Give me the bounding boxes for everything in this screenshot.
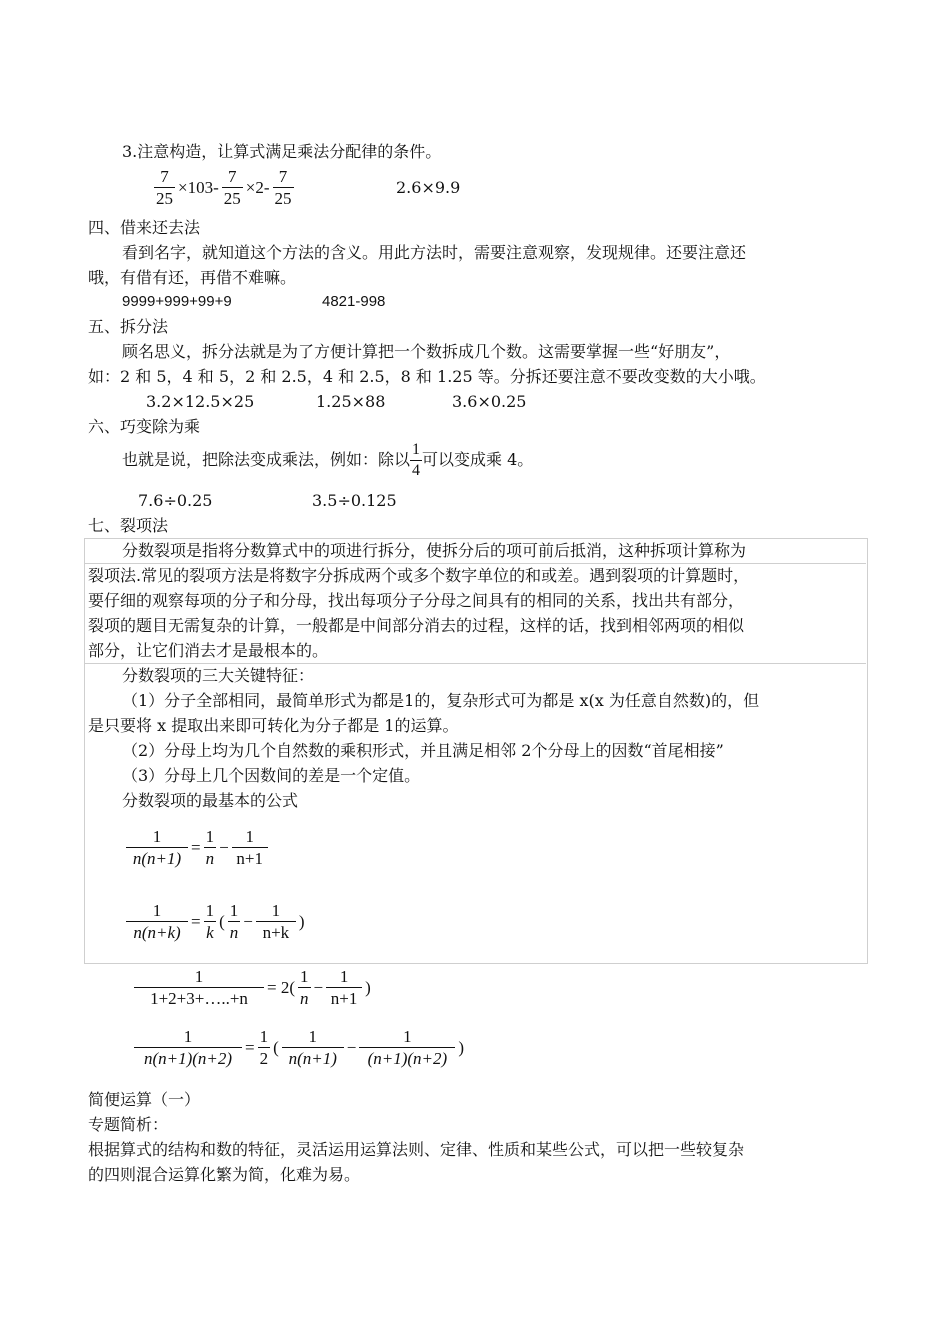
exercise: 2.6×9.9 [396,178,461,197]
formula-2: $\frac{1}{n(n+k)}$ = $\frac{1}{k}$ ( $\frac{1}{n}$ − $\frac{1}{n+k}$ ) [126,900,308,943]
paragraph-line: （3）分母上几个因数间的差是一个定值。 [122,766,421,785]
paragraph-line: 要仔细的观察每项的分子和分母，找出每项分子分母之间具有的相同的关系，找出共有部分， [88,591,745,610]
paragraph-line: 裂项法.常见的裂项方法是将数字分拆成两个或多个数字单位的和或差。遇到裂项的计算题时， [88,566,750,585]
formula-3: $\frac{1}{1+2+3+\dots..+n}$ = 2( $\frac{1}{n}$ − $\frac{1}{n+1}$ ) [134,966,374,1009]
section3-line: 3.注意构造，让算式满足乘法分配律的条件。 [122,142,442,161]
section-heading: 四、借来还去法 [88,218,201,237]
paragraph-line: （1）分子全部相同，最简单形式为都是1的，复杂形式可为都是 x(x 为任意自然数)的，但 [122,691,760,710]
page-title: 简便运算（一） [88,1090,201,1109]
exercise: 3.6×0.25 [452,392,527,411]
paragraph-line: 是只要将 x 提取出来即可转化为分子都是 1的运算。 [88,716,459,735]
paragraph-line: 的四则混合运算化繁为简，化难为易。 [88,1165,361,1184]
paragraph-line: 看到名字，就知道这个方法的含义。用此方法时，需要注意观察，发现规律。还要注意还 [122,243,747,262]
exercise: 3.5÷0.125 [312,491,397,510]
paragraph-line: 哦，有借有还，再借不难嘛。 [88,268,297,287]
fraction: $\frac{1}{4}$ [412,441,421,479]
exercise: 1.25×88 [316,392,386,411]
formula-1: $\frac{1}{n(n+1)}$ = $\frac{1}{n}$ − $\frac{1}{n+1}$ [126,826,268,869]
paragraph-line: 裂项的题目无需复杂的计算，一般都是中间部分消去的过程，这样的话，找到相邻两项的相似 [88,616,745,635]
paragraph-line: （2）分母上均为几个自然数的乘积形式，并且满足相邻 2个分母上的因数“首尾相接” [122,741,724,760]
paragraph-line: 分数裂项是指将分数算式中的项进行拆分，使拆分后的项可前后抵消，这种拆项计算称为 [122,541,747,560]
fraction: $\frac{7}{25}$ [223,167,241,208]
fraction: $\frac{7}{25}$ [274,167,292,208]
paragraph-line: 部分，让它们消去才是最根本的。 [88,641,329,660]
paragraph-line: 分数裂项的最基本的公式 [122,791,299,810]
section-heading: 六、巧变除为乘 [88,417,201,436]
fraction: $\frac{7}{25}$ [156,167,173,208]
exercise: 3.2×12.5×25 [146,392,255,411]
paragraph-line: 根据算式的结构和数的特征，灵活运用运算法则、定律、性质和某些公式，可以把一些较复杂 [88,1140,745,1159]
exercise: 9999+999+99+9 [122,293,232,310]
exercise: 7.6÷0.25 [138,491,213,510]
paragraph-line: 如：2 和 5，4 和 5，2 和 2.5，4 和 2.5，8 和 1.25 等。分拆还要注意不要改变数的大小哦。 [88,367,766,386]
formula-4: $\frac{1}{n(n+1)(n+2)}$ = $\frac{1}{2}$ ( $\frac{1}{n(n+1)}$ − $\frac{1}{(n+1)(n+2)}$ ) [134,1026,467,1069]
divider [84,663,866,664]
subtitle: 专题简析： [88,1115,169,1134]
section-heading: 七、裂项法 [88,516,169,535]
paragraph-line: 顾名思义，拆分法就是为了方便计算把一个数拆成几个数。这需要掌握一些“好朋友”， [122,342,731,361]
distributive-expression: $\frac{7}{25}$ ×103- $\frac{7}{25}$ ×2- $\frac{7}{25}$ [156,167,292,208]
paragraph-line: 也就是说，把除法变成乘法，例如：除以 $\frac{1}{4}$ 可以变成乘 4。 [122,441,534,479]
divider [84,563,866,564]
paragraph-line: 分数裂项的三大关键特征： [122,666,315,685]
section-heading: 五、拆分法 [88,317,169,336]
exercise: 4821-998 [322,293,386,310]
